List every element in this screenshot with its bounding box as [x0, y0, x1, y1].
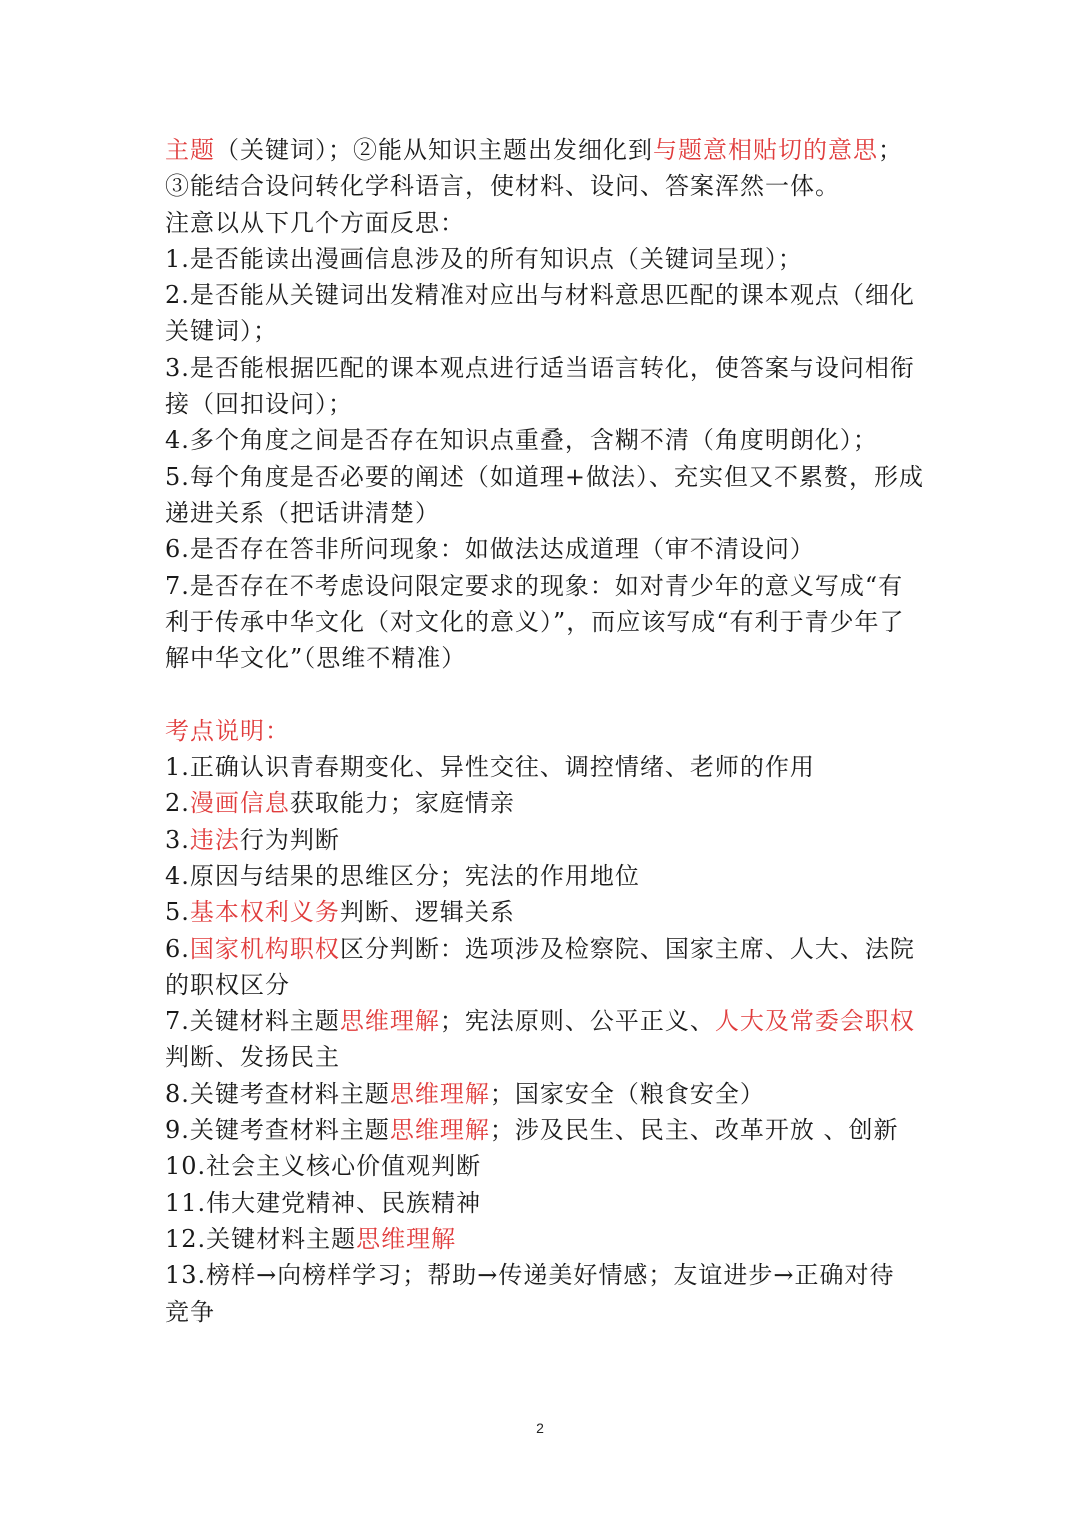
list-item: 3.是否能根据匹配的课本观点进行适当语言转化，使答案与设问相衔: [165, 353, 915, 382]
list-item: [165, 785, 925, 821]
text-line: [165, 132, 925, 168]
emphasis-text: 思维理解: [389, 1116, 490, 1145]
list-item: [165, 1112, 925, 1148]
body-text: 8.关键考查材料主题: [165, 1079, 390, 1108]
emphasis-text: 与题意相贴切的意思: [653, 136, 878, 164]
document-body: [165, 132, 925, 1330]
body-text: 7.关键材料主题: [165, 1007, 340, 1036]
body-text: ；国家安全（粮食安全）: [489, 1079, 765, 1108]
body-text: （关键词）；②能从知识主题出发细化到: [215, 136, 653, 164]
body-text: 12.关键材料主题: [165, 1224, 357, 1253]
emphasis-text: 思维理解: [356, 1224, 457, 1253]
spacer: [165, 676, 925, 712]
list-item: 2.是否能从关键词出发精准对应出与材料意思匹配的课本观点（细化: [165, 281, 915, 310]
emphasis-text: 漫画信息: [189, 789, 290, 818]
list-item: 6.是否存在答非所问现象：如做法达成道理（审不清设问）: [165, 535, 815, 564]
emphasis-text: 思维理解: [389, 1079, 490, 1108]
list-item-continuation: 接（回扣设问）；: [165, 390, 353, 419]
item-number: 2.: [165, 789, 190, 818]
body-text: ；: [878, 136, 903, 164]
body-text: ；涉及民生、民主、改革开放 、创新: [489, 1116, 899, 1145]
emphasis-text: 基本权利义务: [189, 898, 340, 927]
list-item-continuation: 判断、发扬民主: [165, 1043, 340, 1072]
body-text: 获取能力；家庭情亲: [289, 789, 515, 818]
section-heading: 考点说明：: [165, 716, 290, 745]
emphasis-text: 人大及常委会职权: [714, 1007, 915, 1036]
list-item: 4.原因与结果的思维区分；宪法的作用地位: [165, 861, 640, 890]
emphasis-text: 思维理解: [339, 1007, 440, 1036]
list-item-continuation: 利于传承中华文化（对文化的意义）”，而应该写成“有利于青少年了: [165, 607, 905, 636]
list-item: [165, 1076, 925, 1112]
list-item: [165, 822, 925, 858]
text-line: 注意以从下几个方面反思：: [165, 208, 465, 237]
list-item: [165, 894, 925, 930]
emphasis-text: 国家机构职权: [189, 934, 340, 963]
list-item: 13.榜样→向榜样学习；帮助→传递美好情感；友谊进步→正确对待: [165, 1261, 895, 1290]
item-number: 5.: [165, 898, 190, 927]
item-number: 6.: [165, 934, 190, 963]
list-item: 1.是否能读出漫画信息涉及的所有知识点（关键词呈现）；: [165, 244, 803, 273]
list-item: [165, 931, 925, 967]
body-text: 9.关键考查材料主题: [165, 1116, 390, 1145]
body-text: 区分判断：选项涉及检察院、国家主席、人大、法院: [339, 934, 915, 963]
body-text: ；宪法原则、公平正义、: [439, 1007, 715, 1036]
text-line: ③能结合设问转化学科语言，使材料、设问、答案浑然一体。: [165, 172, 840, 201]
emphasis-text: 主题: [165, 136, 215, 164]
list-item: 4.多个角度之间是否存在知识点重叠，含糊不清（角度明朗化）；: [165, 426, 878, 455]
list-item-continuation: 竞争: [165, 1297, 215, 1326]
list-item: 10.社会主义核心价值观判断: [165, 1152, 482, 1181]
body-text: 行为判断: [239, 825, 340, 854]
body-text: 判断、逻辑关系: [339, 898, 515, 927]
list-item-continuation: 的职权区分: [165, 970, 290, 999]
emphasis-text: 违法: [189, 825, 240, 854]
list-item-continuation: 递进关系（把话讲清楚）: [165, 498, 440, 527]
list-item-continuation: 解中华文化”（思维不精准）: [165, 644, 467, 673]
list-item: 11.伟大建党精神、民族精神: [165, 1188, 482, 1217]
item-number: 3.: [165, 825, 190, 854]
list-item-continuation: 关键词）；: [165, 317, 278, 346]
list-item: 1.正确认识青春期变化、异性交往、调控情绪、老师的作用: [165, 753, 815, 782]
list-item: 5.每个角度是否必要的阐述（如道理+做法）、充实但又不累赘，形成: [165, 462, 925, 491]
list-item: 7.是否存在不考虑设问限定要求的现象：如对青少年的意义写成“有: [165, 571, 904, 600]
list-item: [165, 1003, 925, 1039]
list-item: [165, 1221, 925, 1257]
page-number: 2: [536, 1420, 544, 1436]
